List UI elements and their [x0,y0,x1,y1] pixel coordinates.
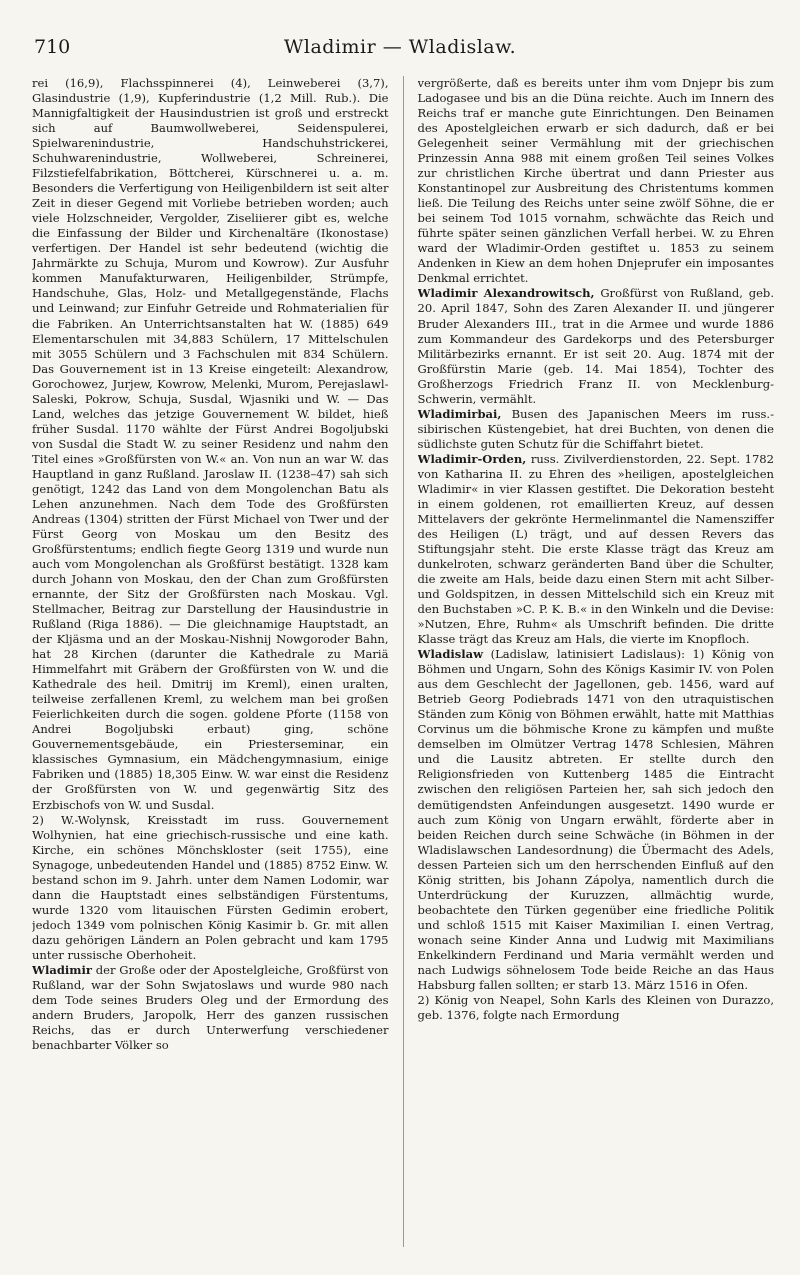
headword: Wladimirbai, [417,406,502,421]
entry-text: Großfürst von Rußland, geb. 20. April 1847, Sohn des Zaren Alexander II. und jüngerer Bruder Alexanders III., trat in die Armee und wurde 1886 zum Kommandeur des Gardekorps und des Petersburger Militärbezirks ernannt. Er ist seit 20. Aug. 1874 mit der Großfürstin Marie (geb. 14. Mai 1854), Tochter des Großherzogs Friedrich Franz II. von Mecklenburg-Schwerin, vermählt. [417,286,774,406]
entry-wladimir-wolynsk: 2) W.-Wolynsk, Kreisstadt im russ. Gouvernement Wolhynien, hat eine griechisch-russische und eine kath. Kirche, ein schönes Mönchskloster (seit 1755), eine Synagoge, unbedeutenden Handel und (1885) 8752 Einw. W. bestand schon im 9. Jahrh. unter dem Namen Lodomir, war dann die Hauptstadt eines selbständigen Fürstentums, wurde 1320 vom litauischen Fürsten Gedimin erobert, jedoch 1349 vom polnischen König Kasimir b. Gr. mit allen dazu gehörigen Ländern an Polen gebracht und kam 1795 unter russische Oberhoheit. [32,812,389,962]
entry-wladislaw [418,647,775,993]
entry-wladimir-gouvernement-continued: rei (16,9), Flachsspinnerei (4), Leinweberei (3,7), Glasindustrie (1,9), Kupferindustrie (1,2 Mill. Rub.). Die Mannigfaltigkeit der Hausindustrien ist groß und erstreckt sich auf Baumwollweberei, Seidenspulerei, Spielwarenindustrie, Handschuhstrickerei, Schuhwarenindustrie, Wollweberei, Schreinerei, Filzstiefelfabrikation, Böttcherei, Kürschnerei u. a. m. Besonders die Verfertigung von Heiligenbildern ist seit alter Zeit in dieser Gegend mit Vorliebe betrieben worden; auch viele Holzschneider, Vergolder, Ziseliierer gibt es, welche die Einfassung der Bilder und Kirchenaltäre (Ikonostase) verfertigen. Der Handel ist sehr bedeutend (wichtig die Jahrmärkte zu Schuja, Murom und Kowrow). Zur Ausfuhr kommen Manufakturwaren, Heiligenbilder, Strümpfe, Handschuhe, Glas, Holz- und Metallgegenstände, Flachs und Leinwand; zur Einfuhr Getreide und Rohmaterialien für die Fabriken. An Unterrichtsanstalten hat W. (1885) 649 Elementarschulen mit 34,883 Schülern, 17 Mittelschulen mit 3055 Schülern und 3 Fachschulen mit 834 Schülern. Das Gouvernement ist in 13 Kreise eingeteilt: Alexandrow, Gorochowez, Jurjew, Kowrow, Melenki, Murom, Perejaslawl-Saleski, Pokrow, Schuja, Susdal, Wjasniki und W. — Das Land, welches das jetzige Gouvernement W. bildet, hieß früher Susdal. 1170 wählte der Fürst Andrei Bogoljubski von Susdal die Stadt W. zu seiner Residenz und nahm den Titel eines »Großfürsten von W.« an. Von nun an war W. das Hauptland in ganz Rußland. Jaroslaw II. (1238–47) sah sich genötigt, 1242 das Land von dem Mongolenchan Batu als Lehen anzunehmen. Nach dem Tode des Großfürsten Andreas (1304) stritten der Fürst Michael von Twer und der Fürst Georg von Moskau um den Besitz des Großfürstentums; endlich fiegte Georg 1319 und wurde nun auch vom Mongolenchan als Großfürst bestätigt. 1328 kam durch Johann von Moskau, den der Chan zum Großfürsten ernannte, der Sitz der Großfürsten nach Moskau. Vgl. Stellmacher, Beitrag zur Darstellung der Hausindustrie in Rußland (Riga 1886). — Die gleichnamige Hauptstadt, an der Kljäsma und an der Moskau-Nishnij Nowgoroder Bahn, hat 28 Kirchen (darunter die Kathedrale zu Mariä Himmelfahrt mit Gräbern der Großfürsten von W. und die Kathedrale des heil. Dmitrij im Kreml), einen uralten, teilweise zerfallenen Kreml, zu welchem man bei großen Feierlichkeiten durch die sogen. goldene Pforte (1158 von Andrei Bogoljubski erbaut) ging, schöne Gouvernementsgebäude, ein Priesterseminar, ein klassisches Gymnasium, ein Mädchengymnasium, einige Fabriken und (1885) 18,305 Einw. W. war einst die Residenz der Großfürsten von W. und gegenwärtig Sitz des Erzbischofs von W. und Susdal. [32,76,389,812]
headword: Wladimir [32,962,92,977]
entry-text: der Große oder der Apostelgleiche, Großfürst von Rußland, war der Sohn Swjatoslaws und wurde 980 nach dem Tode seines Bruders Oleg und der Ermordung des andern Bruders, Jaropolk, Herr des ganzen russischen Reichs, das er durch Unterwerfung verschiedener benachbarter Völker so [32,962,389,1052]
entry-wladimir-alexandrowitsch [418,286,775,406]
headword: Wladimir Alexandrowitsch, [417,286,595,301]
entry-wladimir-der-grosse-continued: vergrößerte, daß es bereits unter ihm vom Dnjepr bis zum Ladogasee und bis an die Düna reichte. Auch im Innern des Reichs traf er manche gute Einrichtungen. Den Beinamen des Apostelgleichen erwarb er sich dadurch, daß er bei Gelegenheit seiner Vermählung mit der griechischen Prinzessin Anna 988 mit einem großen Teil seines Volkes zur christlichen Kirche übertrat und dann Priester aus Konstantinopel zur Ausbreitung des Christentums kommen ließ. Die Teilung des Reichs unter seine zwölf Söhne, die er bei seinem Tod 1015 vornahm, schwächte das Reich und führte später seinen gänzlichen Verfall herbei. W. zu Ehren ward der Wladimir-Orden gestiftet u. 1853 zu seinem Andenken in Kiew an dem hohen Dnjeprufer ein imposantes Denkmal errichtet. [417,76,774,286]
column-divider [403,76,404,1247]
page-number: 710 [34,36,71,58]
entry-text: (Ladislaw, latinisiert Ladislaus): 1) König von Böhmen und Ungarn, Sohn des Königs Kasimir IV. von Polen aus dem Geschlecht der Jagellonen, geb. 1456, ward auf Betrieb Georg Podiebrads 1471 von den utraquistischen Ständen zum König von Böhmen erwählt, hatte mit Matthias Corvinus um die böhmische Krone zu kämpfen und mußte demselben im Olmützer Vertrag 1478 Schlesien, Mähren und die Lausitz abtreten. Er stellte durch den Religionsfrieden von Kuttenberg 1485 die Eintracht zwischen den religiösen Parteien her, sah sich jedoch den demütigendsten Anfeindungen ausgesetzt. 1490 wurde er auch zum König von Ungarn erwählt, förderte aber in beiden Reichen durch seine Schwäche (in Böhmen in der Wladislawschen Landesordnung) die Übermacht des Adels, dessen Parteien sich um den herrschenden Einfluß auf den König stritten, bis Johann Zápolya, namentlich durch die Unterdrückung der Kuruzzen, allmächtig wurde, beobachtete den Türken gegenüber eine friedliche Politik und schloß 1515 mit Kaiser Maximilian I. einen Vertrag, wonach seine Kinder Anna und Ludwig mit Maximilians Enkelkindern Ferdinand und Maria vermählt werden und nach Ludwigs söhnelosem Tode beide Reiche an das Haus Habsburg fallen sollten; er starb 13. März 1516 in Ofen. [417,647,774,992]
headword: Wladislaw [417,647,484,662]
running-title: Wladimir — Wladislaw. [283,36,517,58]
entry-wladislaw-2: 2) König von Neapel, Sohn Karls des Kleinen von Durazzo, geb. 1376, folgte nach Ermordung [417,992,774,1022]
entry-wladimirbai [418,407,775,452]
entry-text: Busen des Japanischen Meers im russ.-sibirischen Küstengebiet, hat drei Buchten, von denen die südlichste guten Schutz für die Schiffahrt bietet. [417,406,774,451]
page-header [28,36,772,66]
entry-wladimir-orden [418,452,775,647]
headword: Wladimir-Orden, [417,451,527,466]
right-column [418,76,775,1247]
text-columns [32,76,774,1247]
left-column [32,76,389,1247]
entry-wladimir-der-grosse [32,963,389,1053]
entry-text: russ. Zivilverdienstorden, 22. Sept. 1782 von Katharina II. zu Ehren des »heiligen, apostelgleichen Wladimir« in vier Klassen gestiftet. Die Dekoration besteht in einem goldenen, rot emaillierten Kreuz, auf dessen Mittelavers der gekrönte Hermelinmantel die Namensziffer des Heiligen (L) trägt, und auf dessen Revers das Stiftungsjahr steht. Die erste Klasse trägt das Kreuz am dunkelroten, schwarz geränderten Band über die Schulter, die zweite am Hals, beide dazu einen Stern mit acht Silber- und Goldspitzen, in dessen Mittelschild sich ein Kreuz mit den Buchstaben »C. P. K. B.« in den Winkeln und die Devise: »Nutzen, Ehre, Ruhm« als Umschrift befinden. Die dritte Klasse trägt das Kreuz am Hals, die vierte im Knopfloch. [417,451,774,647]
